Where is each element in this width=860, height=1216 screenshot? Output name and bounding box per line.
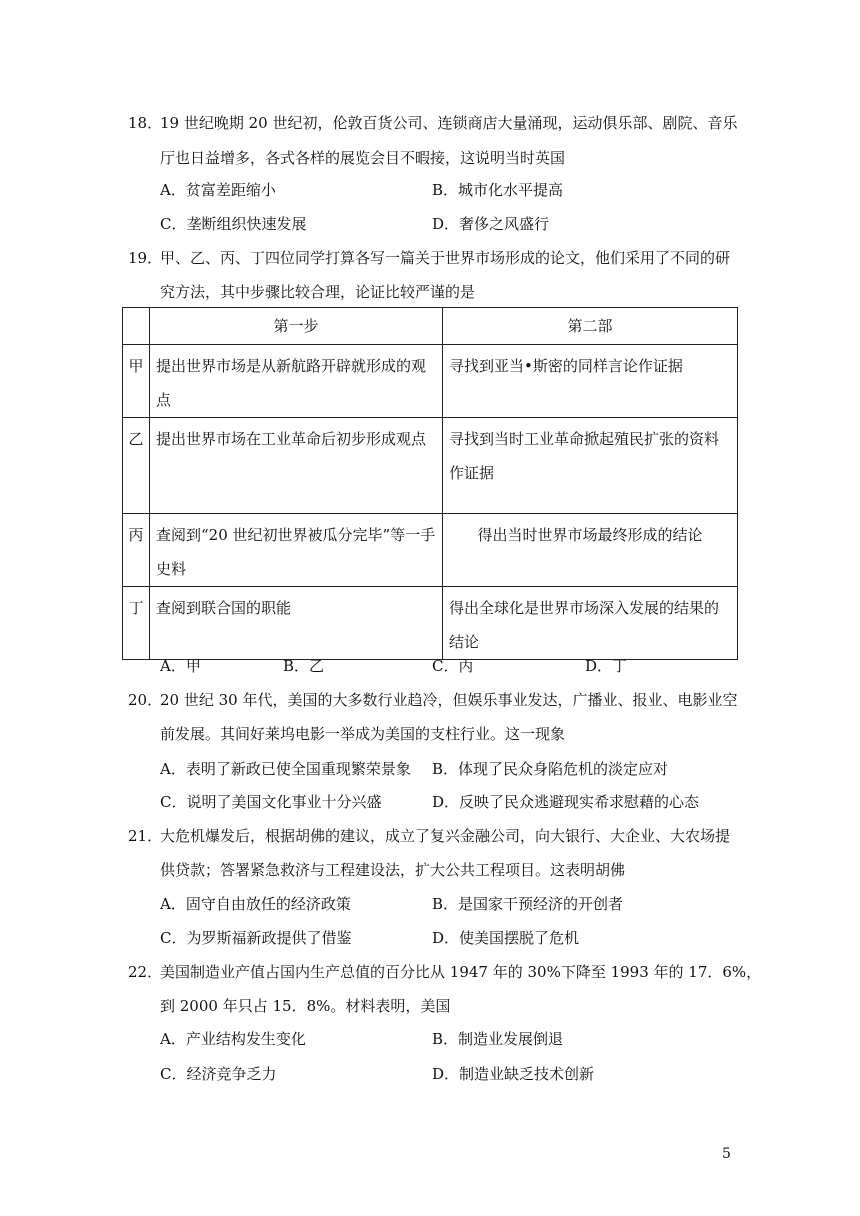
table-header-row — [123, 308, 738, 345]
option-d[interactable]: D．使美国摆脱了危机 — [432, 929, 580, 947]
option-a[interactable]: A．产业结构发生变化 — [160, 1030, 306, 1048]
step2-cell: 寻找到亚当•斯密的同样言论作证据 — [443, 345, 738, 418]
method-table — [122, 307, 738, 660]
table-row — [123, 418, 738, 514]
option-a[interactable]: A．贫富差距缩小 — [160, 181, 276, 199]
option-b[interactable]: B．制造业发展倒退 — [432, 1030, 564, 1048]
step2-cell: 得出当时世界市场最终形成的结论 — [443, 514, 738, 587]
option-d[interactable]: D．制造业缺乏技术创新 — [432, 1065, 595, 1083]
table-row — [123, 587, 738, 660]
option-b[interactable]: B．乙 — [283, 657, 325, 675]
question-stem: 美国制造业产值占国内生产总值的百分比从 1947 年的 30%下降至 1993 年的 17．6%， — [160, 963, 762, 981]
step1-cell: 提出世界市场是从新航路开辟就形成的观点 — [150, 345, 443, 418]
row-label: 乙 — [123, 418, 150, 514]
option-b[interactable]: B．体现了民众身陷危机的淡定应对 — [432, 760, 669, 778]
question-number: 19． — [128, 249, 163, 267]
option-c[interactable]: C．经济竞争乏力 — [160, 1065, 277, 1083]
step1-cell: 提出世界市场在工业革命后初步形成观点 — [150, 418, 443, 514]
question-number: 18． — [128, 114, 163, 132]
question-number: 22． — [128, 963, 163, 981]
option-d[interactable]: D．丁 — [585, 657, 628, 675]
option-b[interactable]: B．城市化水平提高 — [432, 181, 564, 199]
question-stem: 到 2000 年只占 15．8%。材料表明，美国 — [160, 997, 451, 1015]
question-stem: 供贷款；答署紧急救济与工程建设法，扩大公共工程项目。这表明胡佛 — [160, 861, 626, 879]
option-d[interactable]: D．反映了民众逃避现实希求慰藉的心态 — [432, 793, 700, 811]
option-a[interactable]: A．固守自由放任的经济政策 — [160, 895, 351, 913]
table-header-cell: 第一步 — [150, 308, 443, 345]
step1-cell: 查阅到“20 世纪初世界被瓜分完毕”等一手史料 — [150, 514, 443, 587]
option-a[interactable]: A．甲 — [160, 657, 201, 675]
question-stem: 究方法，其中步骤比较合理，论证比较严谨的是 — [160, 283, 476, 301]
page-number: 5 — [722, 1146, 731, 1162]
table-row — [123, 345, 738, 418]
question-stem: 19 世纪晚期 20 世纪初，伦敦百货公司、连锁商店大量涌现，运动俱乐部、剧院、音乐 — [160, 114, 738, 132]
question-number: 20． — [128, 691, 163, 709]
step2-cell: 得出全球化是世界市场深入发展的结果的结论 — [443, 587, 738, 660]
row-label: 甲 — [123, 345, 150, 418]
table-header-cell: 第二部 — [443, 308, 738, 345]
row-label: 丙 — [123, 514, 150, 587]
row-label: 丁 — [123, 587, 150, 660]
question-number: 21． — [128, 827, 163, 845]
question-stem: 前发展。其间好莱坞电影一举成为美国的支柱行业。这一现象 — [160, 725, 566, 743]
table-row — [123, 514, 738, 587]
step2-cell: 寻找到当时工业革命掀起殖民扩张的资料作证据 — [443, 418, 738, 514]
table-header-cell — [123, 308, 150, 345]
option-c[interactable]: C．丙 — [432, 657, 474, 675]
option-c[interactable]: C．说明了美国文化事业十分兴盛 — [160, 793, 382, 811]
option-b[interactable]: B．是国家干预经济的开创者 — [432, 895, 624, 913]
question-stem: 甲、乙、丙、丁四位同学打算各写一篇关于世界市场形成的论文，他们采用了不同的研 — [160, 249, 731, 267]
option-a[interactable]: A．表明了新政已使全国重现繁荣景象 — [160, 760, 411, 778]
step1-cell: 查阅到联合国的职能 — [150, 587, 443, 660]
option-c[interactable]: C．垄断组织快速发展 — [160, 215, 307, 233]
question-stem: 20 世纪 30 年代，美国的大多数行业趋冷，但娱乐事业发达，广播业、报业、电影业空 — [160, 691, 738, 709]
question-stem: 厅也日益增多，各式各样的展览会目不暇接，这说明当时英国 — [160, 149, 566, 167]
question-stem: 大危机爆发后，根据胡佛的建议，成立了复兴金融公司，向大银行、大企业、大农场提 — [160, 827, 731, 845]
option-d[interactable]: D．奢侈之风盛行 — [432, 215, 550, 233]
option-c[interactable]: C．为罗斯福新政提供了借鉴 — [160, 929, 352, 947]
